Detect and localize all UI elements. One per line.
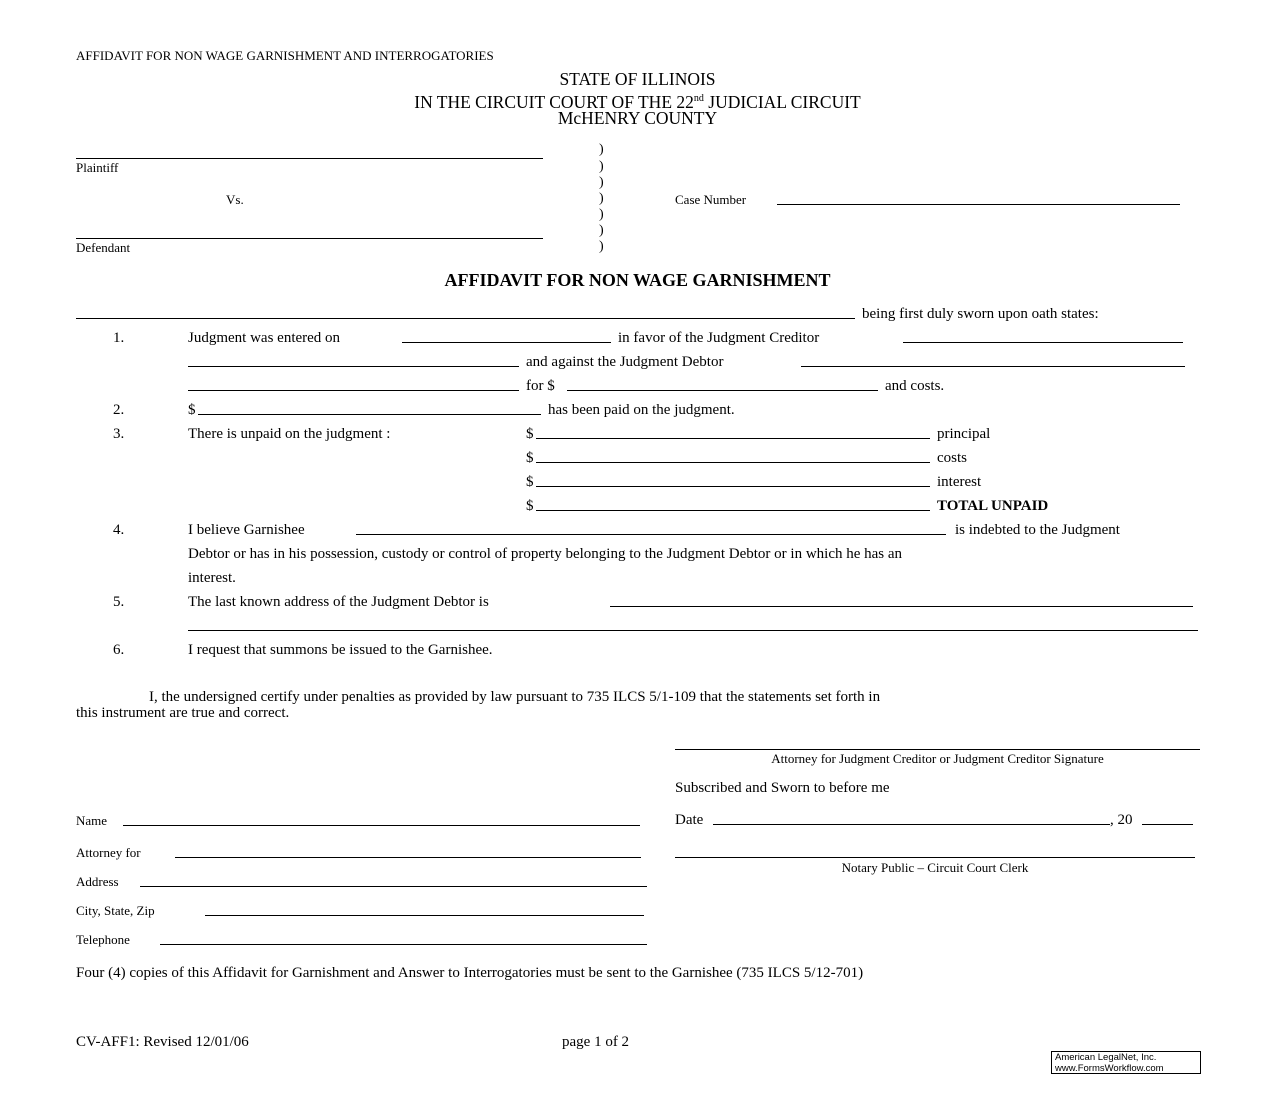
logo-line-2: www.FormsWorkflow.com	[1055, 1062, 1164, 1074]
dollar-sign: $	[526, 474, 534, 490]
court-sup: nd	[693, 93, 704, 104]
unpaid-label: There is unpaid on the judgment :	[188, 426, 391, 442]
address-field[interactable]	[140, 872, 647, 887]
costs-label: costs	[937, 450, 967, 466]
garnishee-field[interactable]	[356, 520, 946, 535]
caption-paren: )	[599, 175, 604, 190]
name-label: Name	[76, 813, 108, 828]
plaintiff-label: Plaintiff	[76, 160, 119, 175]
city-state-zip-field[interactable]	[205, 901, 644, 916]
year-field[interactable]	[1142, 810, 1193, 825]
year-label: , 20	[1110, 812, 1133, 828]
page-number: page 1 of 2	[562, 1034, 630, 1050]
dollar-sign: $	[526, 498, 534, 514]
item-number: 4.	[113, 522, 125, 538]
item-number: 1.	[113, 330, 125, 346]
certify-line-1: I, the undersigned certify under penalties as provided by law pursuant to 735 ILCS 5/1-109 that the statements set forth in	[149, 689, 881, 705]
notary-field[interactable]	[675, 843, 1195, 858]
document-title: AFFIDAVIT FOR NON WAGE GARNISHMENT	[444, 270, 831, 290]
judgment-debtor-field-2[interactable]	[188, 376, 519, 391]
date-label: Date	[675, 812, 704, 828]
caption-paren: )	[599, 142, 604, 157]
copies-notice: Four (4) copies of this Affidavit for Garnishment and Answer to Interrogatories must be sent to the Garnishee (735 ILCS 5/12-701)	[76, 965, 864, 981]
attorney-for-field[interactable]	[175, 843, 641, 858]
for-amount-label: for $	[526, 378, 555, 394]
date-field[interactable]	[713, 810, 1110, 825]
court-prefix: IN THE CIRCUIT COURT OF THE 22	[414, 91, 694, 112]
state-heading: STATE OF ILLINOIS	[559, 69, 716, 89]
costs-field[interactable]	[536, 448, 930, 463]
caption-paren: )	[599, 159, 604, 174]
debtor-label: and against the Judgment Debtor	[526, 354, 724, 370]
logo-line-1: American LegalNet, Inc.	[1055, 1052, 1157, 1063]
address-label: Address	[76, 874, 119, 889]
attorney-for-label: Attorney for	[76, 845, 141, 860]
item-number: 3.	[113, 426, 125, 442]
interest-label: interest	[937, 474, 982, 490]
case-number-label: Case Number	[675, 192, 747, 207]
interest-text: interest.	[188, 570, 236, 586]
notary-label: Notary Public – Circuit Court Clerk	[841, 860, 1029, 875]
judgment-date-field[interactable]	[402, 328, 611, 343]
dollar-sign: $	[188, 402, 196, 418]
paid-label: has been paid on the judgment.	[548, 402, 735, 418]
debtor-address-field-2[interactable]	[188, 616, 1198, 631]
defendant-field[interactable]	[76, 224, 543, 239]
judgment-entered-label: Judgment was entered on	[188, 330, 341, 346]
judgment-amount-field[interactable]	[567, 376, 878, 391]
item-number: 2.	[113, 402, 125, 418]
caption-paren: )	[599, 207, 604, 222]
possession-text: Debtor or has in his possession, custody or control of property belonging to the Judgment Debtor or in which he has an	[188, 546, 903, 562]
county-heading: McHENRY COUNTY	[557, 108, 718, 128]
signature-label: Attorney for Judgment Creditor or Judgment Creditor Signature	[771, 751, 1104, 766]
judgment-debtor-field[interactable]	[801, 352, 1185, 367]
subscribed-label: Subscribed and Sworn to before me	[675, 780, 890, 796]
vs-label: Vs.	[226, 192, 244, 207]
garnishee-label: I believe Garnishee	[188, 522, 305, 538]
principal-field[interactable]	[536, 424, 930, 439]
debtor-address-field[interactable]	[610, 592, 1193, 607]
city-state-zip-label: City, State, Zip	[76, 903, 155, 918]
judgment-creditor-field-2[interactable]	[188, 352, 519, 367]
interest-field[interactable]	[536, 472, 930, 487]
name-field[interactable]	[123, 811, 640, 826]
amount-paid-field[interactable]	[198, 400, 541, 415]
judgment-creditor-field[interactable]	[903, 328, 1183, 343]
affiant-name-field[interactable]	[76, 304, 855, 319]
total-unpaid-label: TOTAL UNPAID	[937, 498, 1049, 514]
sworn-statement: being first duly sworn upon oath states:	[862, 306, 1099, 322]
caption-paren: )	[599, 239, 604, 254]
indebted-label: is indebted to the Judgment	[955, 522, 1120, 538]
item-number: 6.	[113, 642, 125, 658]
american-legalnet-logo	[1051, 1051, 1201, 1074]
telephone-field[interactable]	[160, 930, 647, 945]
and-costs-label: and costs.	[885, 378, 945, 394]
summons-request: I request that summons be issued to the Garnishee.	[188, 642, 493, 658]
dollar-sign: $	[526, 426, 534, 442]
principal-label: principal	[937, 426, 991, 442]
item-number: 5.	[113, 594, 125, 610]
dollar-sign: $	[526, 450, 534, 466]
telephone-label: Telephone	[76, 932, 130, 947]
caption-paren: )	[599, 191, 604, 206]
plaintiff-field[interactable]	[76, 144, 543, 159]
case-number-field[interactable]	[777, 190, 1180, 205]
total-unpaid-field[interactable]	[536, 496, 930, 511]
revision-label: CV-AFF1: Revised 12/01/06	[76, 1034, 249, 1050]
creditor-label: in favor of the Judgment Creditor	[618, 330, 820, 346]
form-title: AFFIDAVIT FOR NON WAGE GARNISHMENT AND INTERROGATORIES	[76, 48, 494, 63]
caption-paren: )	[599, 223, 604, 238]
court-suffix: JUDICIAL CIRCUIT	[703, 91, 861, 112]
defendant-label: Defendant	[76, 240, 131, 255]
certify-line-2: this instrument are true and correct.	[76, 705, 290, 721]
signature-field[interactable]	[675, 735, 1200, 750]
address-label: The last known address of the Judgment Debtor is	[188, 594, 489, 610]
